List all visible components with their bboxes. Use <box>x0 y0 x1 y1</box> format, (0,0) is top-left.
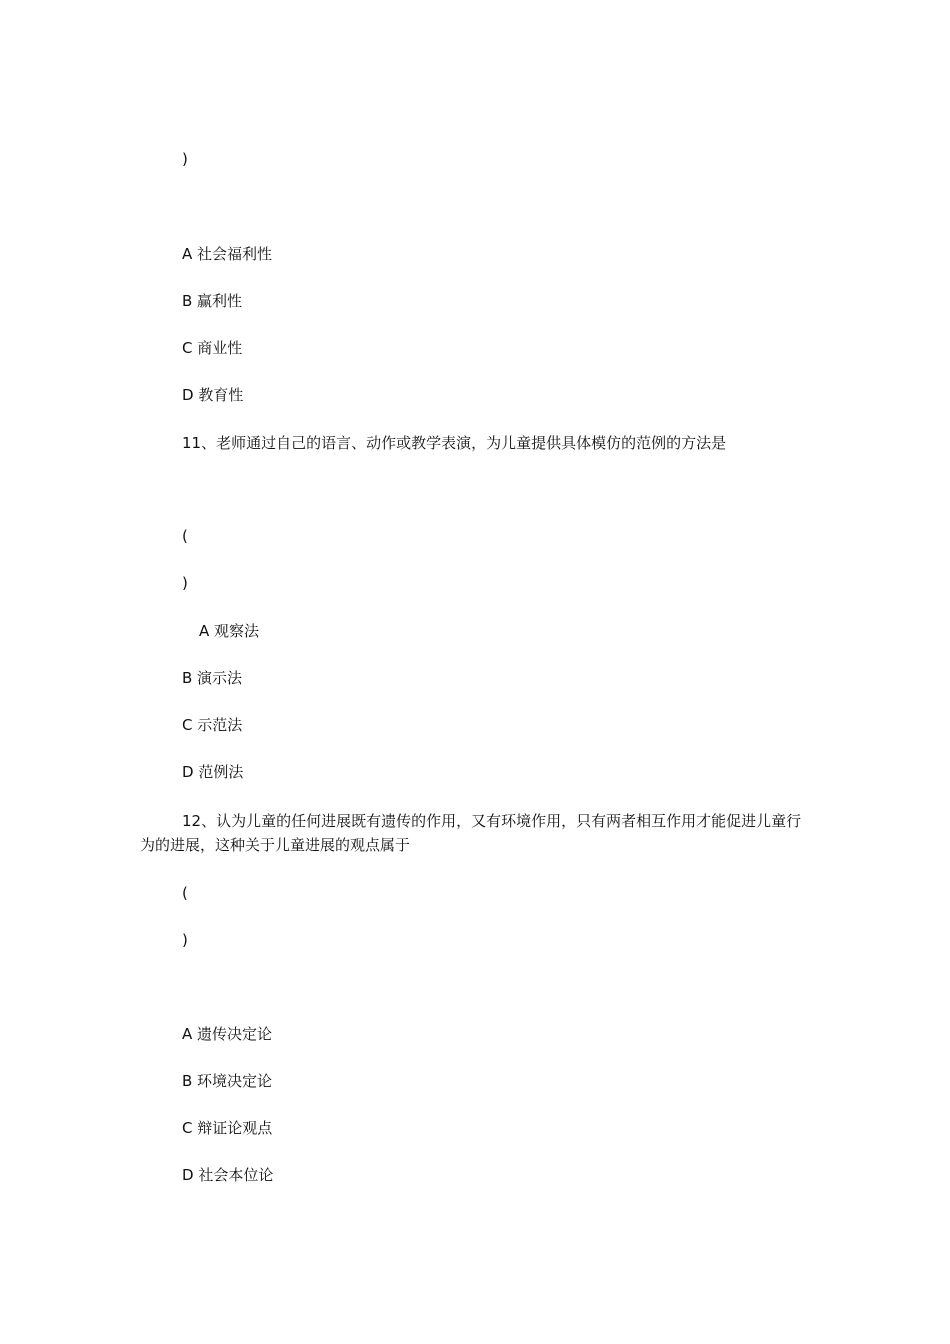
open-paren: ( <box>182 527 188 545</box>
close-paren: ) <box>182 931 188 949</box>
option-b: B 环境决定论 <box>182 1072 273 1090</box>
option-a: A 遗传决定论 <box>182 1025 273 1043</box>
open-paren: ( <box>182 884 188 902</box>
option-d: D 教育性 <box>182 386 244 404</box>
option-c: C 辩证论观点 <box>182 1119 273 1137</box>
close-paren: ) <box>182 150 188 168</box>
option-a: A 社会福利性 <box>182 245 273 263</box>
option-b: B 赢利性 <box>182 292 243 310</box>
close-paren: ) <box>182 574 188 592</box>
option-b: B 演示法 <box>182 669 243 687</box>
option-d: D 范例法 <box>182 763 244 781</box>
question-11: 11、老师通过自己的语言、动作或教学表演，为儿童提供具体模仿的范例的方法是 <box>182 434 727 452</box>
option-a: A 观察法 <box>199 622 260 640</box>
question-12: 12、认为儿童的任何进展既有遗传的作用，又有环境作用，只有两者相互作用才能促进儿童行为的进展，这种关于儿童进展的观点属于 <box>140 812 802 854</box>
option-c: C 商业性 <box>182 339 243 357</box>
option-c: C 示范法 <box>182 716 243 734</box>
option-d: D 社会本位论 <box>182 1166 274 1184</box>
